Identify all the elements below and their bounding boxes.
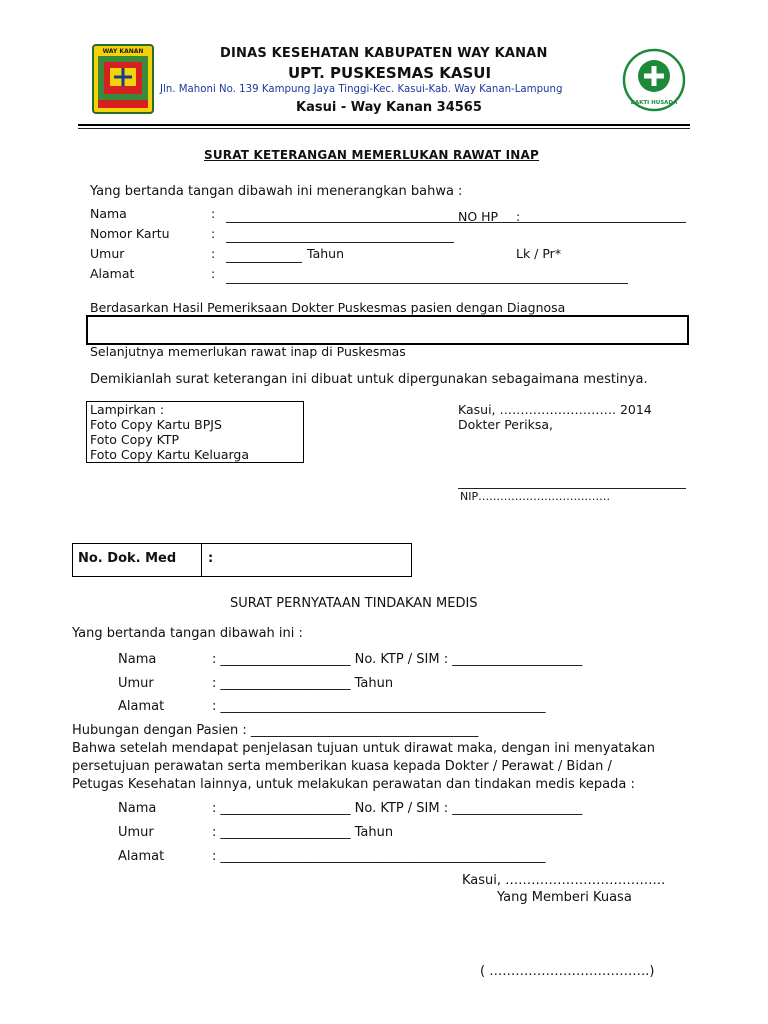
header-city: Kasui - Way Kanan 34565 bbox=[296, 100, 482, 115]
umur-input[interactable] bbox=[226, 262, 302, 263]
nama-input[interactable] bbox=[226, 222, 448, 223]
wakil-umur-line[interactable]: : ____________________ Tahun bbox=[212, 676, 394, 691]
crest-caption: WAY KANAN bbox=[102, 48, 144, 55]
no-hp-label: NO HP bbox=[458, 209, 499, 224]
bakti-husada-logo bbox=[622, 48, 686, 112]
lampiran-title: Lampirkan : bbox=[90, 402, 165, 417]
nomor-kartu-label: Nomor Kartu bbox=[90, 226, 170, 241]
place-date: Kasui, ………………………. 2014 bbox=[458, 402, 652, 417]
way-kanan-crest-logo bbox=[92, 44, 154, 114]
nip-label: NIP……………………………… bbox=[460, 490, 611, 503]
header-address: Jln. Mahoni No. 139 Kampung Jaya Tinggi-Kec. Kasui-Kab. Way Kanan-Lampung bbox=[160, 84, 563, 95]
nama-label: Nama bbox=[90, 206, 127, 221]
umur-colon: : bbox=[211, 246, 216, 261]
alamat-label: Alamat bbox=[90, 266, 135, 281]
pemberi-kuasa-signature[interactable]: ( ……………………………….) bbox=[480, 964, 655, 979]
diagnosa-input-box[interactable] bbox=[86, 315, 689, 345]
section2-title: SURAT PERNYATAAN TINDAKAN MEDIS bbox=[230, 596, 478, 611]
pasien-alamat-line[interactable]: : __________________________________________________ bbox=[212, 849, 546, 864]
diagnosa-label: Berdasarkan Hasil Pemeriksaan Dokter Puskesmas pasien dengan Diagnosa bbox=[90, 300, 566, 315]
header-divider-thin bbox=[78, 128, 690, 129]
pernyataan-paragraph: Bahwa setelah mendapat penjelasan tujuan untuk dirawat maka, dengan ini menyatakan bbox=[72, 741, 655, 756]
alamat-input[interactable] bbox=[226, 283, 628, 284]
pasien-alamat-label: Alamat bbox=[118, 849, 165, 864]
gender-label: Lk / Pr* bbox=[516, 246, 562, 261]
kuasa-place-date: Kasui, ………………………………. bbox=[462, 873, 666, 888]
nomor-kartu-colon: : bbox=[211, 226, 216, 241]
lampiran-item: Foto Copy KTP bbox=[90, 432, 179, 447]
umur-label: Umur bbox=[90, 246, 125, 261]
wakil-nama-line[interactable]: : ____________________ No. KTP / SIM : ____________________ bbox=[212, 652, 583, 667]
pasien-nama-label: Nama bbox=[118, 801, 157, 816]
lampiran-item: Foto Copy Kartu Keluarga bbox=[90, 447, 250, 462]
pernyataan-paragraph: Petugas Kesehatan lainnya, untuk melakukan perawatan dan tindakan medis kepada : bbox=[72, 777, 635, 792]
dok-med-colon: : bbox=[208, 551, 214, 566]
alamat-colon: : bbox=[211, 266, 216, 281]
section1-intro: Yang bertanda tangan dibawah ini menerangkan bahwa : bbox=[90, 184, 463, 199]
section2-intro: Yang bertanda tangan dibawah ini : bbox=[72, 626, 303, 641]
lampiran-item: Foto Copy Kartu BPJS bbox=[90, 417, 222, 432]
nomor-kartu-input[interactable] bbox=[226, 242, 454, 243]
nama-colon: : bbox=[211, 206, 216, 221]
no-hp-input[interactable] bbox=[448, 222, 686, 223]
hubungan-line[interactable]: Hubungan dengan Pasien : ___________________________________ bbox=[72, 723, 479, 738]
demikian-text: Demikianlah surat keterangan ini dibuat untuk dipergunakan sebagaimana mestinya. bbox=[90, 372, 648, 387]
pasien-umur-label: Umur bbox=[118, 825, 154, 840]
wakil-alamat-line[interactable]: : __________________________________________________ bbox=[212, 699, 546, 714]
header-agency: DINAS KESEHATAN KABUPATEN WAY KANAN bbox=[220, 46, 548, 61]
wakil-nama-label: Nama bbox=[118, 652, 157, 667]
dokter-signature-line[interactable] bbox=[458, 488, 686, 489]
header-divider bbox=[78, 124, 690, 126]
wakil-alamat-label: Alamat bbox=[118, 699, 165, 714]
wakil-umur-label: Umur bbox=[118, 676, 154, 691]
rawat-inap-text: Selanjutnya memerlukan rawat inap di Puskesmas bbox=[90, 344, 406, 359]
pernyataan-paragraph: persetujuan perawatan serta memberikan kuasa kepada Dokter / Perawat / Bidan / bbox=[72, 759, 612, 774]
dok-med-divider bbox=[201, 543, 202, 576]
no-hp-colon: : bbox=[516, 209, 521, 224]
dokter-periksa-label: Dokter Periksa, bbox=[458, 417, 553, 432]
bakti-husada-caption: BAKTI HUSADA bbox=[630, 100, 678, 106]
section1-title: SURAT KETERANGAN MEMERLUKAN RAWAT INAP bbox=[204, 148, 540, 162]
tahun-label: Tahun bbox=[307, 246, 344, 261]
pemberi-kuasa-label: Yang Memberi Kuasa bbox=[497, 890, 632, 905]
pasien-nama-line[interactable]: : ____________________ No. KTP / SIM : ____________________ bbox=[212, 801, 583, 816]
dok-med-label: No. Dok. Med bbox=[78, 551, 177, 566]
header-puskesmas: UPT. PUSKESMAS KASUI bbox=[288, 64, 492, 82]
pasien-umur-line[interactable]: : ____________________ Tahun bbox=[212, 825, 394, 840]
